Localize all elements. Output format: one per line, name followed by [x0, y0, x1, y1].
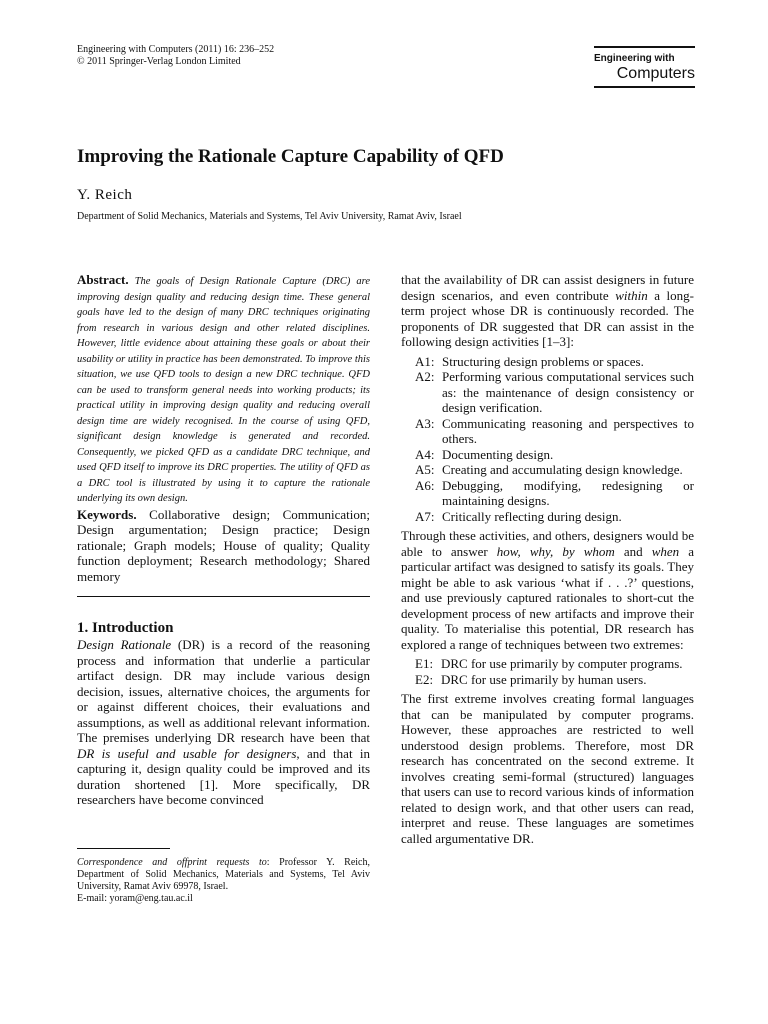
- logo-rule-bottom: [594, 86, 695, 88]
- journal-citation: Engineering with Computers (2011) 16: 236–252: [77, 44, 275, 55]
- activity-item-text: Creating and accumulating design knowledge.: [442, 462, 683, 477]
- activity-item: [401, 354, 694, 370]
- intro-text-a: (DR) is a record of the reasoning process and information that underlie a particular artifact design. DR may include various design decision, issues, alternative choices, the arguments for or against different choices, their evaluations and assumptions, as well as additional relevant information. The premises underlying DR research have been that: [77, 637, 370, 745]
- activity-item-text: Communicating reasoning and perspectives to others.: [442, 415, 694, 446]
- footnote: [77, 857, 370, 905]
- activity-item-label: A2:: [415, 369, 435, 384]
- extreme-item-text: DRC for use primarily by human users.: [441, 671, 647, 687]
- intro-term: Design Rationale: [77, 637, 172, 652]
- article-affiliation: Department of Solid Mechanics, Materials and Systems, Tel Aviv University, Ramat Aviv, Israel: [77, 211, 462, 222]
- section-heading-introduction: 1. Introduction: [77, 620, 174, 636]
- copyright-line: © 2011 Springer-Verlag London Limited: [77, 56, 241, 67]
- activity-item: [401, 447, 694, 463]
- keywords: [77, 507, 370, 585]
- right-p1-emphasis: within: [615, 287, 648, 303]
- logo-line2: Computers: [616, 65, 695, 82]
- extreme-item: [401, 672, 694, 688]
- activity-item-text: Performing various computational services such as: the maintenance of design consistency or design verification.: [442, 369, 694, 415]
- abstract-text: The goals of Design Rationale Capture (DRC) are improving design quality and reducing design time. These general goals have led to the design of many DRC techniques originating from research in various design and other related disciplines. However, little evidence about attaining these goals or about their usability or utility in practice has been demonstrated. To improve this situation, we use QFD tools to design a new DRC technique. QFD can be used to transform general needs into working products; its practical utility in improving design quality and reducing overall design time are widely recognised. In the course of using QFD, significant design knowledge is generated and recorded. Consequently, we picked QFD as a candidate DRC technique, and used QFD itself to improve its DRC properties. The utility of QFD as a DRC tool is illustrated by using it to capture the rationale underlying its own design.: [77, 276, 370, 504]
- intro-text-b: , and that in capturing it, design quality could be improved and its duration shortened [1]. More specifically, DR researchers have become convinced: [77, 745, 370, 807]
- activity-item-label: A6:: [415, 477, 435, 493]
- activities-list: [401, 354, 694, 525]
- activity-item-label: A1:: [415, 353, 435, 369]
- activity-item: [401, 462, 694, 478]
- left-column: [77, 272, 370, 808]
- article-title: Improving the Rationale Capture Capability of QFD: [77, 146, 504, 167]
- right-paragraph-3: The first extreme involves creating formal languages that can be manipulated by computer programs. However, these approaches are restricted to well understood design problems. Therefore, most DR research has concentrated on the second extreme. It involves creating semi-formal (structured) languages that users can use to record various kinds of information related to design work, and that other users can read, interpret and reuse. These languages are sometimes called argumentative DR.: [401, 691, 694, 846]
- activity-item-text: Critically reflecting during design.: [442, 508, 622, 524]
- activity-item-text: Documenting design.: [442, 446, 554, 462]
- extreme-item-label: E1:: [415, 656, 434, 671]
- activity-item-label: A5:: [415, 462, 435, 477]
- activity-item: [401, 416, 694, 447]
- right-p1-text-b: a long-term project whose DR is continuously recorded. The proponents of DR suggested that DR can assist in the following design activities [1–3]:: [401, 287, 694, 349]
- activity-item: [401, 509, 694, 525]
- article-author: Y. Reich: [77, 187, 133, 203]
- footnote-rule: [77, 848, 170, 849]
- keywords-heading: Keywords.: [77, 506, 137, 522]
- logo-rule-top: [594, 46, 695, 48]
- extreme-item-label: E2:: [415, 671, 434, 687]
- journal-logo: [594, 46, 695, 88]
- extreme-item: [401, 656, 694, 672]
- right-paragraph-1: [401, 272, 694, 350]
- right-p2-emphasis-1: how, why, by whom: [496, 543, 615, 559]
- intro-emphasis: DR is useful and usable for designers: [77, 745, 297, 761]
- keywords-text: Collaborative design; Communication; Design argumentation; Design practice; Design rationale; Graph models; House of quality; Quality function deployment; Research methodology; Shared memory: [77, 506, 370, 584]
- right-p2-text-a: Through these activities, and others, designers would be able to answer: [401, 528, 694, 559]
- right-p2-text-b: a particular artifact was designed to satisfy its goals. They might be able to ask various ‘what if . . .?’ questions, and use previously captured rationales to short-cut the development process of new artifacts and improve their quality. To materialise this potential, DR research has explored a range of techniques between two extremes:: [401, 543, 694, 652]
- activity-item: [401, 478, 694, 509]
- abstract-heading: Abstract.: [77, 272, 129, 287]
- activity-item-label: A4:: [415, 446, 435, 462]
- right-paragraph-2: [401, 528, 694, 652]
- right-p2-emphasis-2: when: [651, 543, 680, 559]
- intro-paragraph: [77, 637, 370, 808]
- footnote-email: E-mail: yoram@eng.tau.ac.il: [77, 893, 193, 904]
- activity-item-text: Debugging, modifying, redesigning or maintaining designs.: [442, 477, 694, 508]
- journal-meta: [77, 44, 274, 68]
- footnote-text: : Professor Y. Reich, Department of Solid Mechanics, Materials and Systems, Tel Aviv University, Ramat Aviv 69978, Israel.: [77, 857, 370, 892]
- activity-item-label: A3:: [415, 415, 435, 431]
- right-column: [401, 272, 694, 846]
- activity-item-text: Structuring design problems or spaces.: [442, 353, 644, 369]
- logo-line1: Engineering with: [594, 53, 675, 64]
- right-p2-and: and: [614, 543, 652, 559]
- activity-item: [401, 369, 694, 416]
- section-divider: [77, 596, 370, 597]
- activity-item-label: A7:: [415, 508, 435, 524]
- footnote-lead: Correspondence and offprint requests to: [77, 857, 267, 868]
- extreme-item-text: DRC for use primarily by computer programs.: [441, 656, 683, 671]
- extremes-list: [401, 656, 694, 687]
- right-p1-text-a: that the availability of DR can assist designers in future design scenarios, and even contribute: [401, 272, 694, 303]
- abstract: [77, 272, 370, 507]
